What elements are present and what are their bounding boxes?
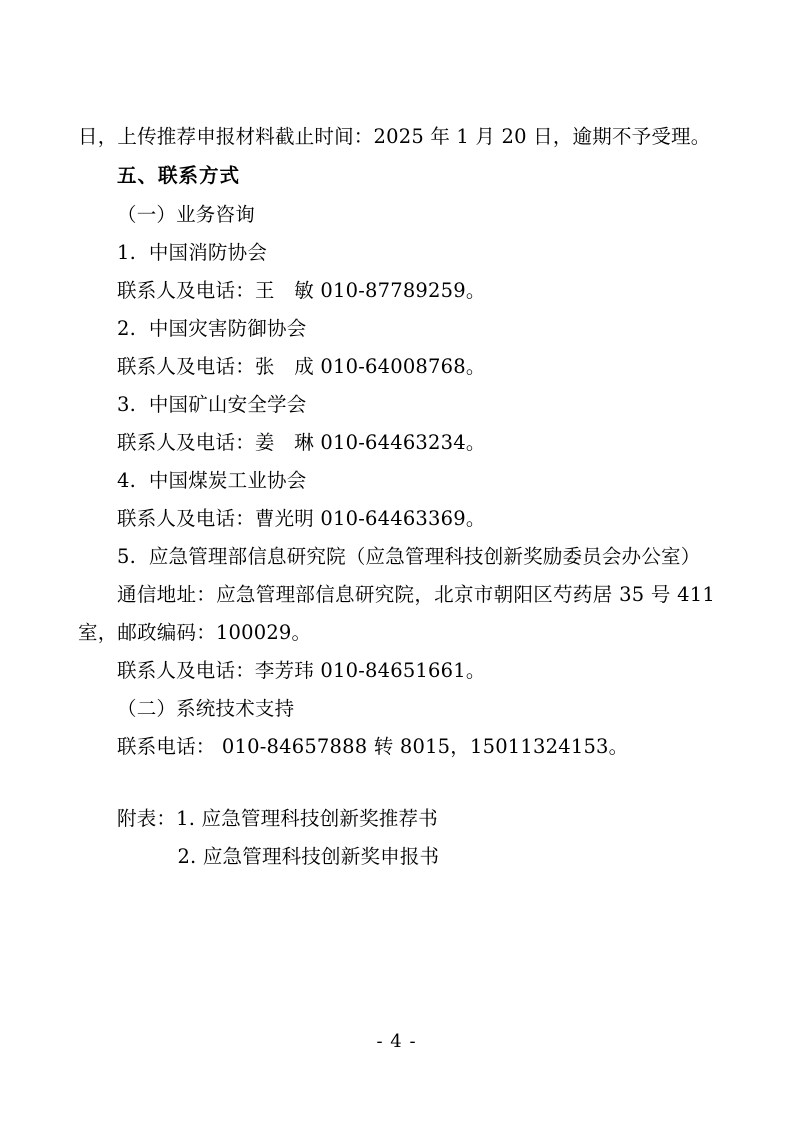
contact-org-4 bbox=[78, 462, 715, 500]
contact-index-1: 1. bbox=[117, 241, 137, 264]
section-heading-contact: 五、联系方式 bbox=[117, 164, 241, 187]
contact-org-2 bbox=[78, 310, 715, 348]
deadline-paragraph: 日，上传推荐申报材料截止时间：2025 年 1 月 20 日，逾期不予受理。 bbox=[78, 125, 711, 148]
contact-index-2: 2. bbox=[117, 317, 137, 340]
contact-person-5: 联系人及电话：李芳玮 010-84651661。 bbox=[117, 659, 486, 682]
contact-org-1 bbox=[78, 234, 715, 272]
contact-index-5: 5. bbox=[117, 545, 137, 568]
contact-person-3: 联系人及电话：姜 琳 010-64463234。 bbox=[117, 431, 486, 454]
contact-org-name-5: 应急管理部信息研究院（应急管理科技创新奖励委员会办公室） bbox=[148, 545, 701, 568]
attachment-list bbox=[78, 800, 715, 876]
contact-org-name-2: 中国灾害防御协会 bbox=[148, 317, 307, 340]
contact-person-2: 联系人及电话：张 成 010-64008768。 bbox=[117, 355, 486, 378]
contact-index-3: 3. bbox=[117, 393, 137, 416]
contact-index-4: 4. bbox=[117, 469, 137, 492]
contact-org-name-4: 中国煤炭工业协会 bbox=[148, 469, 307, 492]
contact-org-3 bbox=[78, 386, 715, 424]
subsection-title-business-consultation: （一）业务咨询 bbox=[117, 203, 255, 226]
contact-person-1: 联系人及电话：王 敏 010-87789259。 bbox=[117, 279, 486, 302]
document-body bbox=[78, 118, 715, 876]
contact-org-name-3: 中国矿山安全学会 bbox=[148, 393, 307, 416]
attachment-item-1: 附表：1. 应急管理科技创新奖推荐书 bbox=[117, 807, 438, 830]
contact-person-4: 联系人及电话：曹光明 010-64463369。 bbox=[117, 507, 486, 530]
contact-org-name-1: 中国消防协会 bbox=[148, 241, 268, 264]
contact-org-5 bbox=[78, 538, 715, 576]
contact-address-5: 通信地址：应急管理部信息研究院，北京市朝阳区芍药居 35 号 411 室，邮政编码：100029。 bbox=[78, 583, 715, 644]
support-phone-line: 联系电话： 010-84657888 转 8015，15011324153。 bbox=[117, 735, 629, 758]
attachment-item-2: 2. 应急管理科技创新奖申报书 bbox=[177, 845, 440, 868]
subsection-title-technical-support: （二）系统技术支持 bbox=[117, 697, 295, 720]
page-number: - 4 - bbox=[376, 1031, 417, 1052]
